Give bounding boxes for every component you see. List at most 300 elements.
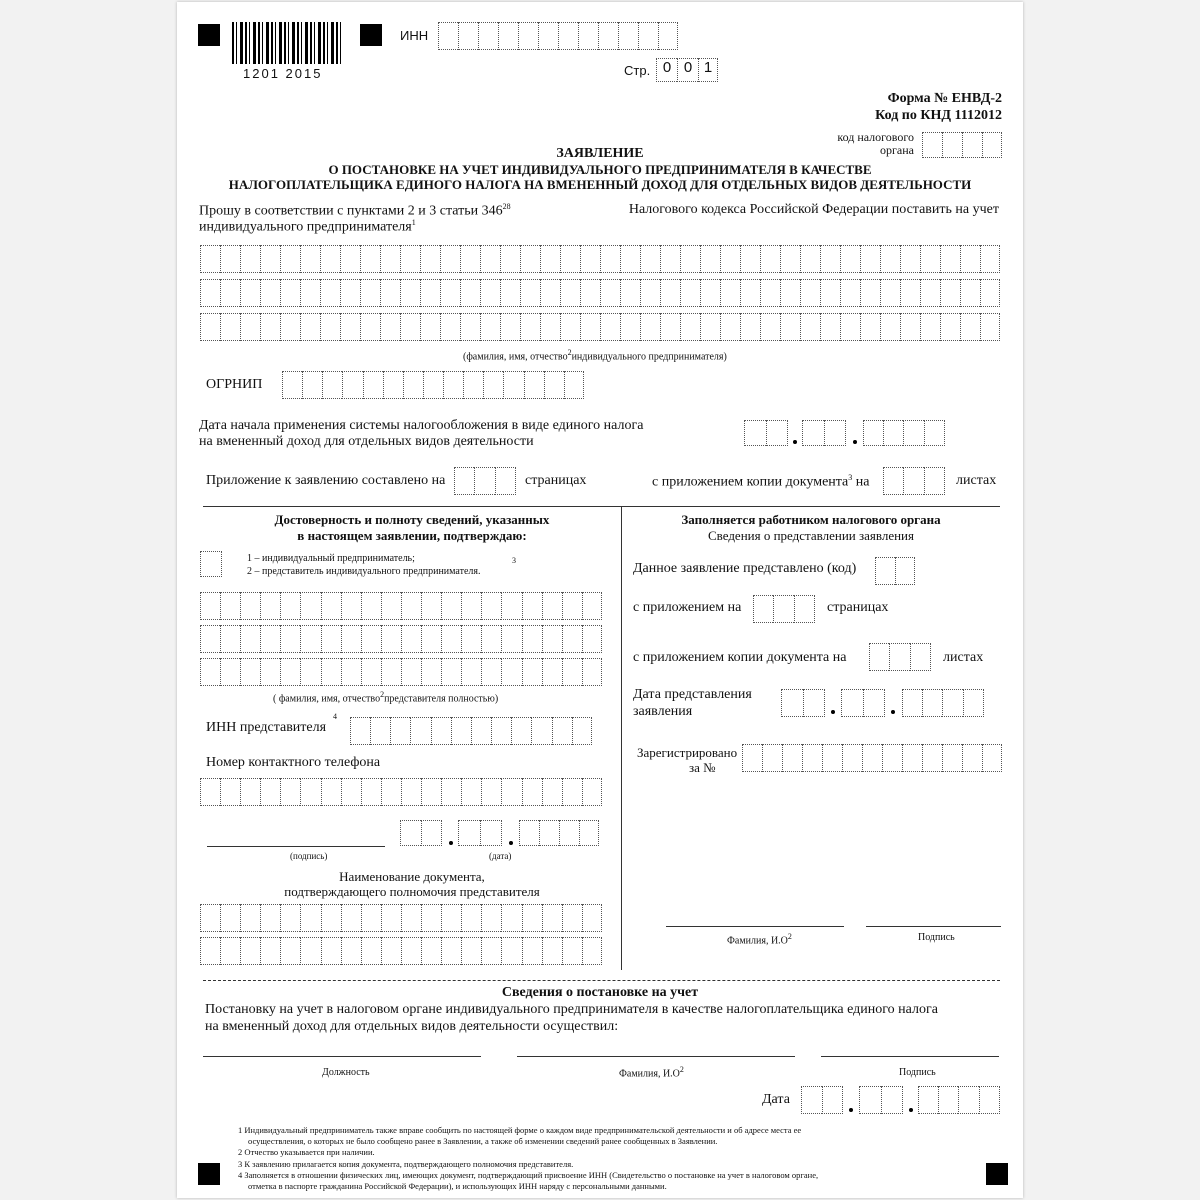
input-cell[interactable] bbox=[200, 937, 220, 965]
input-cell[interactable] bbox=[321, 778, 341, 806]
authority-document-row-2[interactable] bbox=[200, 937, 602, 965]
input-cell[interactable] bbox=[260, 313, 280, 341]
input-cell[interactable] bbox=[481, 904, 501, 932]
input-cell[interactable] bbox=[282, 371, 302, 399]
input-cell[interactable] bbox=[400, 279, 420, 307]
start-date-month[interactable] bbox=[802, 420, 846, 446]
input-cell[interactable] bbox=[420, 313, 440, 341]
input-cell[interactable] bbox=[381, 625, 401, 653]
input-cell[interactable] bbox=[401, 778, 421, 806]
input-cell[interactable] bbox=[260, 937, 280, 965]
input-cell[interactable] bbox=[280, 778, 300, 806]
input-cell[interactable] bbox=[564, 371, 584, 399]
input-cell[interactable] bbox=[544, 371, 564, 399]
input-cell[interactable] bbox=[240, 313, 260, 341]
input-cell[interactable] bbox=[880, 313, 900, 341]
input-cell[interactable] bbox=[423, 371, 443, 399]
input-cell[interactable] bbox=[200, 279, 220, 307]
representative-name-row-1[interactable] bbox=[200, 592, 602, 620]
representative-name-row-2[interactable] bbox=[200, 625, 602, 653]
input-cell[interactable] bbox=[540, 245, 560, 273]
input-cell[interactable] bbox=[820, 279, 840, 307]
input-cell[interactable] bbox=[461, 904, 481, 932]
submission-date-day[interactable] bbox=[781, 689, 825, 717]
input-cell[interactable] bbox=[522, 937, 542, 965]
input-cell[interactable] bbox=[542, 937, 562, 965]
input-cell[interactable] bbox=[401, 625, 421, 653]
input-cell[interactable] bbox=[200, 904, 220, 932]
input-cell[interactable] bbox=[401, 937, 421, 965]
input-cell[interactable] bbox=[300, 245, 320, 273]
input-cell[interactable] bbox=[500, 245, 520, 273]
input-cell[interactable] bbox=[501, 625, 521, 653]
input-cell[interactable] bbox=[760, 313, 780, 341]
input-cell[interactable] bbox=[481, 778, 501, 806]
input-cell[interactable] bbox=[562, 625, 582, 653]
input-cell[interactable] bbox=[522, 592, 542, 620]
input-cell[interactable] bbox=[441, 937, 461, 965]
input-cell[interactable] bbox=[522, 658, 542, 686]
input-cell[interactable] bbox=[361, 937, 381, 965]
input-cell[interactable] bbox=[220, 904, 240, 932]
input-cell[interactable] bbox=[381, 658, 401, 686]
signer-type-field[interactable] bbox=[200, 551, 222, 577]
input-cell[interactable] bbox=[240, 625, 260, 653]
input-cell[interactable] bbox=[600, 245, 620, 273]
input-cell[interactable] bbox=[700, 245, 720, 273]
input-cell[interactable] bbox=[380, 245, 400, 273]
input-cell[interactable] bbox=[660, 313, 680, 341]
input-cell[interactable] bbox=[481, 592, 501, 620]
input-cell[interactable] bbox=[381, 778, 401, 806]
input-cell[interactable] bbox=[300, 658, 320, 686]
input-cell[interactable] bbox=[380, 313, 400, 341]
authority-document-row-1[interactable] bbox=[200, 904, 602, 932]
registration-date-month[interactable] bbox=[859, 1086, 903, 1114]
submitted-code-field[interactable] bbox=[875, 557, 915, 585]
representative-inn-field[interactable] bbox=[350, 717, 592, 745]
input-cell[interactable] bbox=[443, 371, 463, 399]
input-cell[interactable] bbox=[401, 658, 421, 686]
input-cell[interactable] bbox=[440, 279, 460, 307]
input-cell[interactable] bbox=[300, 313, 320, 341]
input-cell[interactable] bbox=[340, 245, 360, 273]
input-cell[interactable] bbox=[200, 313, 220, 341]
input-cell[interactable] bbox=[522, 904, 542, 932]
input-cell[interactable] bbox=[431, 717, 451, 745]
input-cell[interactable] bbox=[363, 371, 383, 399]
input-cell[interactable] bbox=[260, 658, 280, 686]
input-cell[interactable] bbox=[361, 904, 381, 932]
input-cell[interactable] bbox=[280, 625, 300, 653]
input-cell[interactable] bbox=[481, 937, 501, 965]
input-cell[interactable] bbox=[880, 245, 900, 273]
input-cell[interactable] bbox=[401, 592, 421, 620]
input-cell[interactable] bbox=[980, 313, 1000, 341]
input-cell[interactable] bbox=[524, 371, 544, 399]
input-cell[interactable] bbox=[560, 313, 580, 341]
input-cell[interactable] bbox=[260, 625, 280, 653]
input-cell[interactable] bbox=[960, 313, 980, 341]
input-cell[interactable] bbox=[381, 904, 401, 932]
input-cell[interactable] bbox=[862, 744, 882, 772]
input-cell[interactable] bbox=[480, 245, 500, 273]
input-cell[interactable] bbox=[341, 937, 361, 965]
input-cell[interactable] bbox=[220, 279, 240, 307]
input-cell[interactable] bbox=[483, 371, 503, 399]
input-cell[interactable] bbox=[300, 904, 320, 932]
input-cell[interactable] bbox=[421, 592, 441, 620]
input-cell[interactable] bbox=[940, 245, 960, 273]
input-cell[interactable] bbox=[542, 658, 562, 686]
input-cell[interactable] bbox=[720, 279, 740, 307]
input-cell[interactable] bbox=[542, 625, 562, 653]
input-cell[interactable] bbox=[520, 245, 540, 273]
input-cell[interactable] bbox=[491, 717, 511, 745]
input-cell[interactable] bbox=[200, 625, 220, 653]
input-cell[interactable] bbox=[480, 279, 500, 307]
input-cell[interactable] bbox=[660, 279, 680, 307]
input-cell[interactable] bbox=[440, 245, 460, 273]
input-cell[interactable] bbox=[240, 778, 260, 806]
registration-date-year[interactable] bbox=[918, 1086, 1000, 1114]
input-cell[interactable] bbox=[200, 245, 220, 273]
phone-field[interactable] bbox=[200, 778, 602, 806]
sign-date-day[interactable] bbox=[400, 820, 442, 846]
input-cell[interactable] bbox=[800, 279, 820, 307]
input-cell[interactable] bbox=[540, 279, 560, 307]
input-cell[interactable] bbox=[620, 245, 640, 273]
input-cell[interactable] bbox=[280, 245, 300, 273]
input-cell[interactable] bbox=[920, 279, 940, 307]
sign-date-month[interactable] bbox=[458, 820, 502, 846]
input-cell[interactable] bbox=[441, 778, 461, 806]
input-cell[interactable] bbox=[562, 592, 582, 620]
registration-number-field[interactable] bbox=[742, 744, 1002, 772]
input-cell[interactable] bbox=[321, 592, 341, 620]
input-cell[interactable] bbox=[260, 904, 280, 932]
input-cell[interactable] bbox=[942, 744, 962, 772]
input-cell[interactable] bbox=[400, 245, 420, 273]
input-cell[interactable] bbox=[980, 279, 1000, 307]
input-cell[interactable] bbox=[401, 904, 421, 932]
input-cell[interactable] bbox=[560, 245, 580, 273]
input-cell[interactable] bbox=[461, 625, 481, 653]
input-cell[interactable] bbox=[321, 625, 341, 653]
input-cell[interactable] bbox=[322, 371, 342, 399]
input-cell[interactable] bbox=[501, 937, 521, 965]
input-cell[interactable] bbox=[800, 313, 820, 341]
input-cell[interactable] bbox=[560, 279, 580, 307]
submission-date-month[interactable] bbox=[841, 689, 885, 717]
input-cell[interactable] bbox=[760, 279, 780, 307]
input-cell[interactable] bbox=[361, 778, 381, 806]
input-cell[interactable] bbox=[842, 744, 862, 772]
input-cell[interactable] bbox=[420, 279, 440, 307]
input-cell[interactable] bbox=[840, 245, 860, 273]
input-cell[interactable] bbox=[460, 279, 480, 307]
representative-name-row-3[interactable] bbox=[200, 658, 602, 686]
input-cell[interactable] bbox=[461, 937, 481, 965]
input-cell[interactable] bbox=[501, 658, 521, 686]
input-cell[interactable] bbox=[740, 313, 760, 341]
input-cell[interactable] bbox=[441, 904, 461, 932]
input-cell[interactable] bbox=[580, 245, 600, 273]
input-cell[interactable] bbox=[742, 744, 762, 772]
input-cell[interactable] bbox=[421, 937, 441, 965]
input-cell[interactable] bbox=[240, 904, 260, 932]
input-cell[interactable] bbox=[480, 313, 500, 341]
input-cell[interactable] bbox=[582, 904, 602, 932]
input-cell[interactable] bbox=[280, 592, 300, 620]
input-cell[interactable] bbox=[582, 778, 602, 806]
input-cell[interactable] bbox=[900, 313, 920, 341]
input-cell[interactable] bbox=[920, 245, 940, 273]
input-cell[interactable] bbox=[520, 279, 540, 307]
input-cell[interactable] bbox=[780, 279, 800, 307]
input-cell[interactable] bbox=[820, 245, 840, 273]
input-cell[interactable] bbox=[882, 744, 902, 772]
input-cell[interactable] bbox=[860, 279, 880, 307]
input-cell[interactable] bbox=[782, 744, 802, 772]
input-cell[interactable] bbox=[360, 245, 380, 273]
input-cell[interactable] bbox=[240, 592, 260, 620]
input-cell[interactable] bbox=[421, 778, 441, 806]
input-cell[interactable] bbox=[260, 245, 280, 273]
entrepreneur-name-row-1[interactable] bbox=[200, 245, 1000, 273]
input-cell[interactable] bbox=[200, 658, 220, 686]
input-cell[interactable] bbox=[400, 313, 420, 341]
input-cell[interactable] bbox=[542, 592, 562, 620]
input-cell[interactable] bbox=[320, 313, 340, 341]
input-cell[interactable] bbox=[220, 658, 240, 686]
input-cell[interactable] bbox=[802, 744, 822, 772]
input-cell[interactable] bbox=[341, 904, 361, 932]
input-cell[interactable] bbox=[582, 658, 602, 686]
input-cell[interactable] bbox=[740, 245, 760, 273]
input-cell[interactable] bbox=[520, 313, 540, 341]
input-cell[interactable] bbox=[582, 937, 602, 965]
input-cell[interactable] bbox=[640, 279, 660, 307]
input-cell[interactable] bbox=[960, 279, 980, 307]
input-cell[interactable] bbox=[600, 279, 620, 307]
input-cell[interactable] bbox=[341, 625, 361, 653]
input-cell[interactable] bbox=[381, 592, 401, 620]
input-cell[interactable] bbox=[460, 245, 480, 273]
input-cell[interactable] bbox=[481, 658, 501, 686]
input-cell[interactable] bbox=[552, 717, 572, 745]
input-cell[interactable] bbox=[760, 245, 780, 273]
input-cell[interactable] bbox=[240, 279, 260, 307]
copy-sheets-field[interactable] bbox=[869, 643, 931, 671]
input-cell[interactable] bbox=[300, 592, 320, 620]
input-cell[interactable] bbox=[340, 279, 360, 307]
input-cell[interactable] bbox=[300, 625, 320, 653]
input-cell[interactable] bbox=[620, 313, 640, 341]
input-cell[interactable] bbox=[501, 778, 521, 806]
input-cell[interactable] bbox=[461, 658, 481, 686]
input-cell[interactable] bbox=[880, 279, 900, 307]
input-cell[interactable] bbox=[922, 744, 942, 772]
input-cell[interactable] bbox=[680, 279, 700, 307]
input-cell[interactable] bbox=[300, 937, 320, 965]
input-cell[interactable] bbox=[582, 625, 602, 653]
input-cell[interactable] bbox=[320, 279, 340, 307]
appendix-pages-field[interactable] bbox=[454, 467, 516, 495]
ogrnip-field[interactable] bbox=[282, 371, 584, 399]
input-cell[interactable] bbox=[461, 592, 481, 620]
input-cell[interactable] bbox=[321, 904, 341, 932]
input-cell[interactable] bbox=[962, 744, 982, 772]
input-cell[interactable] bbox=[980, 245, 1000, 273]
input-cell[interactable] bbox=[660, 245, 680, 273]
submission-date-year[interactable] bbox=[902, 689, 984, 717]
input-cell[interactable] bbox=[600, 313, 620, 341]
input-cell[interactable] bbox=[220, 937, 240, 965]
input-cell[interactable] bbox=[640, 313, 660, 341]
input-cell[interactable] bbox=[900, 279, 920, 307]
input-cell[interactable] bbox=[680, 313, 700, 341]
input-cell[interactable] bbox=[361, 625, 381, 653]
input-cell[interactable] bbox=[361, 592, 381, 620]
input-cell[interactable] bbox=[572, 717, 592, 745]
input-cell[interactable] bbox=[982, 744, 1002, 772]
input-cell[interactable] bbox=[460, 313, 480, 341]
input-cell[interactable] bbox=[403, 371, 423, 399]
appendix-pages-officer-field[interactable] bbox=[753, 595, 815, 623]
input-cell[interactable] bbox=[562, 658, 582, 686]
input-cell[interactable] bbox=[240, 658, 260, 686]
input-cell[interactable] bbox=[420, 245, 440, 273]
input-cell[interactable] bbox=[220, 625, 240, 653]
input-cell[interactable] bbox=[350, 717, 370, 745]
input-cell[interactable] bbox=[500, 279, 520, 307]
input-cell[interactable] bbox=[220, 592, 240, 620]
input-cell[interactable] bbox=[341, 658, 361, 686]
input-cell[interactable] bbox=[381, 937, 401, 965]
input-cell[interactable] bbox=[720, 245, 740, 273]
entrepreneur-name-row-3[interactable] bbox=[200, 313, 1000, 341]
input-cell[interactable] bbox=[380, 279, 400, 307]
input-cell[interactable] bbox=[240, 245, 260, 273]
input-cell[interactable] bbox=[421, 658, 441, 686]
input-cell[interactable] bbox=[260, 778, 280, 806]
registration-date-day[interactable] bbox=[801, 1086, 843, 1114]
input-cell[interactable] bbox=[451, 717, 471, 745]
input-cell[interactable] bbox=[441, 658, 461, 686]
input-cell[interactable] bbox=[700, 279, 720, 307]
input-cell[interactable] bbox=[200, 778, 220, 806]
input-cell[interactable] bbox=[421, 625, 441, 653]
input-cell[interactable] bbox=[300, 778, 320, 806]
input-cell[interactable] bbox=[920, 313, 940, 341]
input-cell[interactable] bbox=[280, 937, 300, 965]
input-cell[interactable] bbox=[522, 625, 542, 653]
appendix-sheets-field[interactable] bbox=[883, 467, 945, 495]
input-cell[interactable] bbox=[440, 313, 460, 341]
start-date-day[interactable] bbox=[744, 420, 788, 446]
input-cell[interactable] bbox=[501, 592, 521, 620]
input-cell[interactable] bbox=[220, 313, 240, 341]
input-cell[interactable] bbox=[640, 245, 660, 273]
input-cell[interactable] bbox=[680, 245, 700, 273]
input-cell[interactable] bbox=[902, 744, 922, 772]
input-cell[interactable] bbox=[302, 371, 322, 399]
input-cell[interactable] bbox=[700, 313, 720, 341]
input-cell[interactable] bbox=[501, 904, 521, 932]
start-date-year[interactable] bbox=[863, 420, 945, 446]
input-cell[interactable] bbox=[542, 904, 562, 932]
input-cell[interactable] bbox=[620, 279, 640, 307]
input-cell[interactable] bbox=[740, 279, 760, 307]
input-cell[interactable] bbox=[940, 279, 960, 307]
input-cell[interactable] bbox=[582, 592, 602, 620]
input-cell[interactable] bbox=[441, 592, 461, 620]
input-cell[interactable] bbox=[540, 313, 560, 341]
input-cell[interactable] bbox=[780, 245, 800, 273]
input-cell[interactable] bbox=[280, 313, 300, 341]
input-cell[interactable] bbox=[383, 371, 403, 399]
entrepreneur-name-row-2[interactable] bbox=[200, 279, 1000, 307]
input-cell[interactable] bbox=[280, 658, 300, 686]
input-cell[interactable] bbox=[280, 904, 300, 932]
input-cell[interactable] bbox=[840, 313, 860, 341]
input-cell[interactable] bbox=[342, 371, 362, 399]
input-cell[interactable] bbox=[522, 778, 542, 806]
input-cell[interactable] bbox=[860, 313, 880, 341]
input-cell[interactable] bbox=[300, 279, 320, 307]
input-cell[interactable] bbox=[503, 371, 523, 399]
input-cell[interactable] bbox=[562, 937, 582, 965]
input-cell[interactable] bbox=[410, 717, 430, 745]
input-cell[interactable] bbox=[822, 744, 842, 772]
input-cell[interactable] bbox=[580, 313, 600, 341]
input-cell[interactable] bbox=[370, 717, 390, 745]
input-cell[interactable] bbox=[441, 625, 461, 653]
input-cell[interactable] bbox=[321, 658, 341, 686]
input-cell[interactable] bbox=[321, 937, 341, 965]
input-cell[interactable] bbox=[461, 778, 481, 806]
input-cell[interactable] bbox=[762, 744, 782, 772]
input-cell[interactable] bbox=[280, 279, 300, 307]
input-cell[interactable] bbox=[720, 313, 740, 341]
input-cell[interactable] bbox=[360, 279, 380, 307]
input-cell[interactable] bbox=[960, 245, 980, 273]
input-cell[interactable] bbox=[940, 313, 960, 341]
input-cell[interactable] bbox=[260, 592, 280, 620]
input-cell[interactable] bbox=[200, 592, 220, 620]
input-cell[interactable] bbox=[220, 778, 240, 806]
input-cell[interactable] bbox=[531, 717, 551, 745]
input-cell[interactable] bbox=[463, 371, 483, 399]
input-cell[interactable] bbox=[220, 245, 240, 273]
input-cell[interactable] bbox=[390, 717, 410, 745]
input-cell[interactable] bbox=[500, 313, 520, 341]
input-cell[interactable] bbox=[780, 313, 800, 341]
input-cell[interactable] bbox=[360, 313, 380, 341]
input-cell[interactable] bbox=[341, 592, 361, 620]
input-cell[interactable] bbox=[562, 904, 582, 932]
input-cell[interactable] bbox=[800, 245, 820, 273]
input-cell[interactable] bbox=[840, 279, 860, 307]
input-cell[interactable] bbox=[341, 778, 361, 806]
input-cell[interactable] bbox=[471, 717, 491, 745]
input-cell[interactable] bbox=[542, 778, 562, 806]
inn-field[interactable] bbox=[438, 22, 678, 50]
input-cell[interactable] bbox=[511, 717, 531, 745]
sign-date-year[interactable] bbox=[519, 820, 599, 846]
input-cell[interactable] bbox=[820, 313, 840, 341]
